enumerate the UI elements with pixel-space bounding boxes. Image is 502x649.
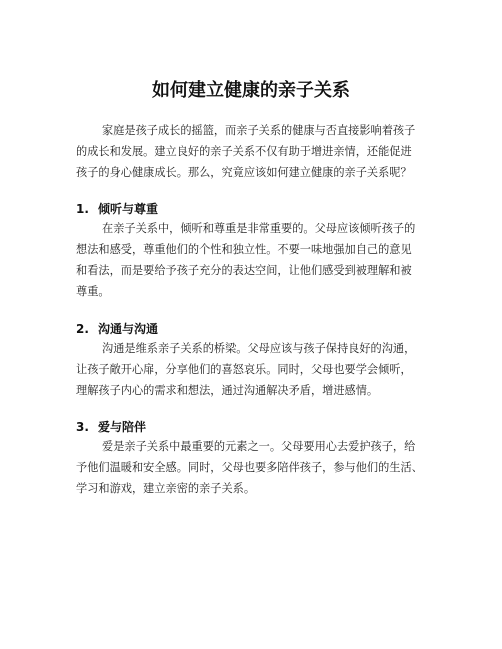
page-title: 如何建立健康的亲子关系 xyxy=(152,80,350,101)
intro-line: 家庭是孩子成长的摇篮，而亲子关系的健康与否直接影响着孩子 xyxy=(102,124,416,137)
section-1-line: 和看法，而是要给予孩子充分的表达空间，让他们感受到被理解和被 xyxy=(76,264,412,277)
section-1-heading xyxy=(76,200,158,218)
section-3-number: 3. xyxy=(76,420,89,434)
section-2-number: 2. xyxy=(76,322,89,336)
section-2-line: 沟通是维系亲子关系的桥梁。父母应该与孩子保持良好的沟通， xyxy=(102,342,416,355)
section-3-line: 学习和游戏，建立亲密的亲子关系。 xyxy=(76,482,256,495)
section-2-line: 理解孩子内心的需求和想法，通过沟通解决矛盾，增进感情。 xyxy=(76,384,379,397)
section-2-line: 让孩子敞开心扉，分享他们的喜怒哀乐。同时，父母也要学会倾听， xyxy=(76,363,412,376)
intro-line: 孩子的身心健康成长。那么，究竟应该如何建立健康的亲子关系呢？ xyxy=(76,166,412,179)
section-1-paragraph xyxy=(76,218,436,302)
section-1-number: 1. xyxy=(76,202,89,216)
section-2-title: 沟通与沟通 xyxy=(98,322,159,336)
intro-paragraph xyxy=(76,120,436,183)
section-1-line: 在亲子关系中，倾听和尊重是非常重要的。父母应该倾听孩子的 xyxy=(102,222,416,235)
section-1-line: 尊重。 xyxy=(76,285,110,298)
section-1-title: 倾听与尊重 xyxy=(98,202,159,216)
section-2-heading xyxy=(76,320,158,338)
section-2-paragraph xyxy=(76,338,436,401)
section-3-heading xyxy=(76,418,146,436)
section-3-title: 爱与陪伴 xyxy=(98,420,147,434)
section-3-line: 爱是亲子关系中最重要的元素之一。父母要用心去爱护孩子，给 xyxy=(102,440,416,453)
section-1-line: 想法和感受，尊重他们的个性和独立性。不要一味地强加自己的意见 xyxy=(76,243,412,256)
section-3-paragraph xyxy=(76,436,436,499)
intro-line: 的成长和发展。建立良好的亲子关系不仅有助于增进亲情，还能促进 xyxy=(76,145,412,158)
section-3-line: 予他们温暖和安全感。同时，父母也要多陪伴孩子，参与他们的生活、 xyxy=(76,461,423,474)
